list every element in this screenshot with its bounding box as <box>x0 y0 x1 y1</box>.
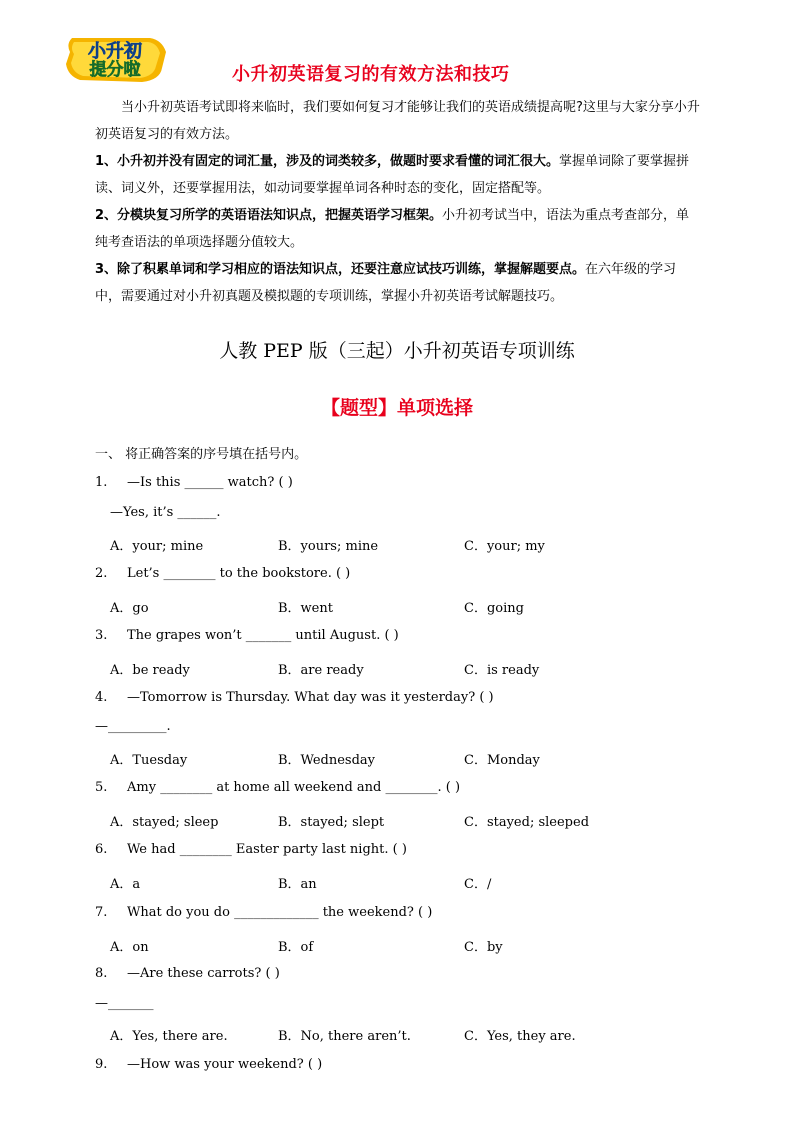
question-number: 5. <box>95 780 108 795</box>
option-b[interactable]: B．are ready <box>278 663 364 678</box>
option-a[interactable]: A．Tuesday <box>110 753 188 768</box>
question-text: We had ________ Easter party last night. ( ) <box>127 842 407 857</box>
question-number: 2. <box>95 566 108 581</box>
question-number: 7. <box>95 905 108 920</box>
question-text: —How was your weekend? ( ) <box>127 1057 323 1072</box>
document-title: 小升初英语复习的有效方法和技巧 <box>232 64 510 85</box>
option-c[interactable]: C．going <box>464 601 524 616</box>
option-c[interactable]: C．stayed; sleeped <box>464 815 590 830</box>
option-a[interactable]: A．on <box>110 940 149 955</box>
svg-text:提分啦: 提分啦 <box>89 60 141 80</box>
question-text: What do you do _____________ the weekend? ( ) <box>127 905 433 920</box>
intro-paragraph-1: 当小升初英语考试即将来临时，我们要如何复习才能够让我们的英语成绩提高呢?这里与大家分享小升初英语复习的有效方法。 <box>95 100 700 142</box>
question-number: 1. <box>95 475 108 490</box>
option-a[interactable]: A．a <box>110 877 141 892</box>
option-b[interactable]: B．stayed; slept <box>278 815 385 830</box>
question-text: The grapes won’t _______ until August. ( ) <box>127 628 399 643</box>
option-c[interactable]: C．your; my <box>464 539 545 554</box>
logo <box>62 30 168 86</box>
question-number: 8. <box>95 966 108 981</box>
option-b[interactable]: B．an <box>278 877 317 892</box>
option-c[interactable]: C．by <box>464 940 503 955</box>
question-number: 4. <box>95 690 108 705</box>
option-a[interactable]: A．your; mine <box>110 539 204 554</box>
question-text: Let’s ________ to the bookstore. ( ) <box>127 566 351 581</box>
intro-paragraph-3-bold: 2、分模块复习所学的英语语法知识点，把握英语学习框架。 <box>95 208 443 223</box>
intro-paragraph-4-rest: 在六年级的学习中，需要通过对小升初真题及模拟题的专项训练，掌握小升初英语考试解题技巧。 <box>95 262 677 304</box>
option-c[interactable]: C．is ready <box>464 663 540 678</box>
option-a[interactable]: A．go <box>110 601 149 616</box>
question-number: 3. <box>95 628 108 643</box>
instruction: 一、 将正确答案的序号填在括号内。 <box>95 447 308 462</box>
section-title: 人教 PEP 版（三起）小升初英语专项训练 <box>219 340 575 362</box>
question-number: 9. <box>95 1057 108 1072</box>
option-c[interactable]: C．/ <box>464 877 492 892</box>
question-text: —Yes, it’s ______. <box>110 505 221 520</box>
option-a[interactable]: A．Yes, there are. <box>110 1029 228 1044</box>
option-b[interactable]: B．went <box>278 601 333 616</box>
option-a[interactable]: A．be ready <box>110 663 190 678</box>
option-c[interactable]: C．Yes, they are. <box>464 1029 576 1044</box>
question-text: —Is this ______ watch? ( ) <box>127 475 293 490</box>
intro-paragraph-4-bold: 3、除了积累单词和学习相应的语法知识点，还要注意应试技巧训练，掌握解题要点。 <box>95 262 586 277</box>
intro-paragraph-4 <box>95 256 700 310</box>
intro-paragraph-2-bold: 1、小升初并没有固定的词汇量，涉及的词类较多，做题时要求看懂的词汇很大。 <box>95 154 560 169</box>
question-number: 6. <box>95 842 108 857</box>
intro-paragraph-3-rest: 小升初考试当中，语法为重点考查部分，单纯考查语法的单项选择题分值较大。 <box>95 208 690 250</box>
question-text: —_________. <box>95 719 171 734</box>
option-b[interactable]: B．Wednesday <box>278 753 376 768</box>
svg-text:小升初: 小升初 <box>88 41 142 62</box>
option-b[interactable]: B．No, there aren’t. <box>278 1029 411 1044</box>
question-text: —_______ <box>95 996 154 1011</box>
question-text: —Tomorrow is Thursday. What day was it yesterday? ( ) <box>127 690 494 705</box>
logo-graphic <box>62 30 168 86</box>
option-a[interactable]: A．stayed; sleep <box>110 815 219 830</box>
intro-paragraph-2-rest: 掌握单词除了要掌握拼读、词义外，还要掌握用法，如动词要掌握单词各种时态的变化，固定搭配等。 <box>95 154 690 196</box>
intro-paragraph-2 <box>95 148 700 202</box>
intro-paragraph-3 <box>95 202 700 256</box>
question-text: Amy ________ at home all weekend and ________. ( ) <box>127 780 461 795</box>
option-c[interactable]: C．Monday <box>464 753 540 768</box>
option-b[interactable]: B．yours; mine <box>278 539 379 554</box>
question-type-title: 【题型】单项选择 <box>320 397 473 419</box>
option-b[interactable]: B．of <box>278 940 314 955</box>
question-text: —Are these carrots? ( ) <box>127 966 280 981</box>
